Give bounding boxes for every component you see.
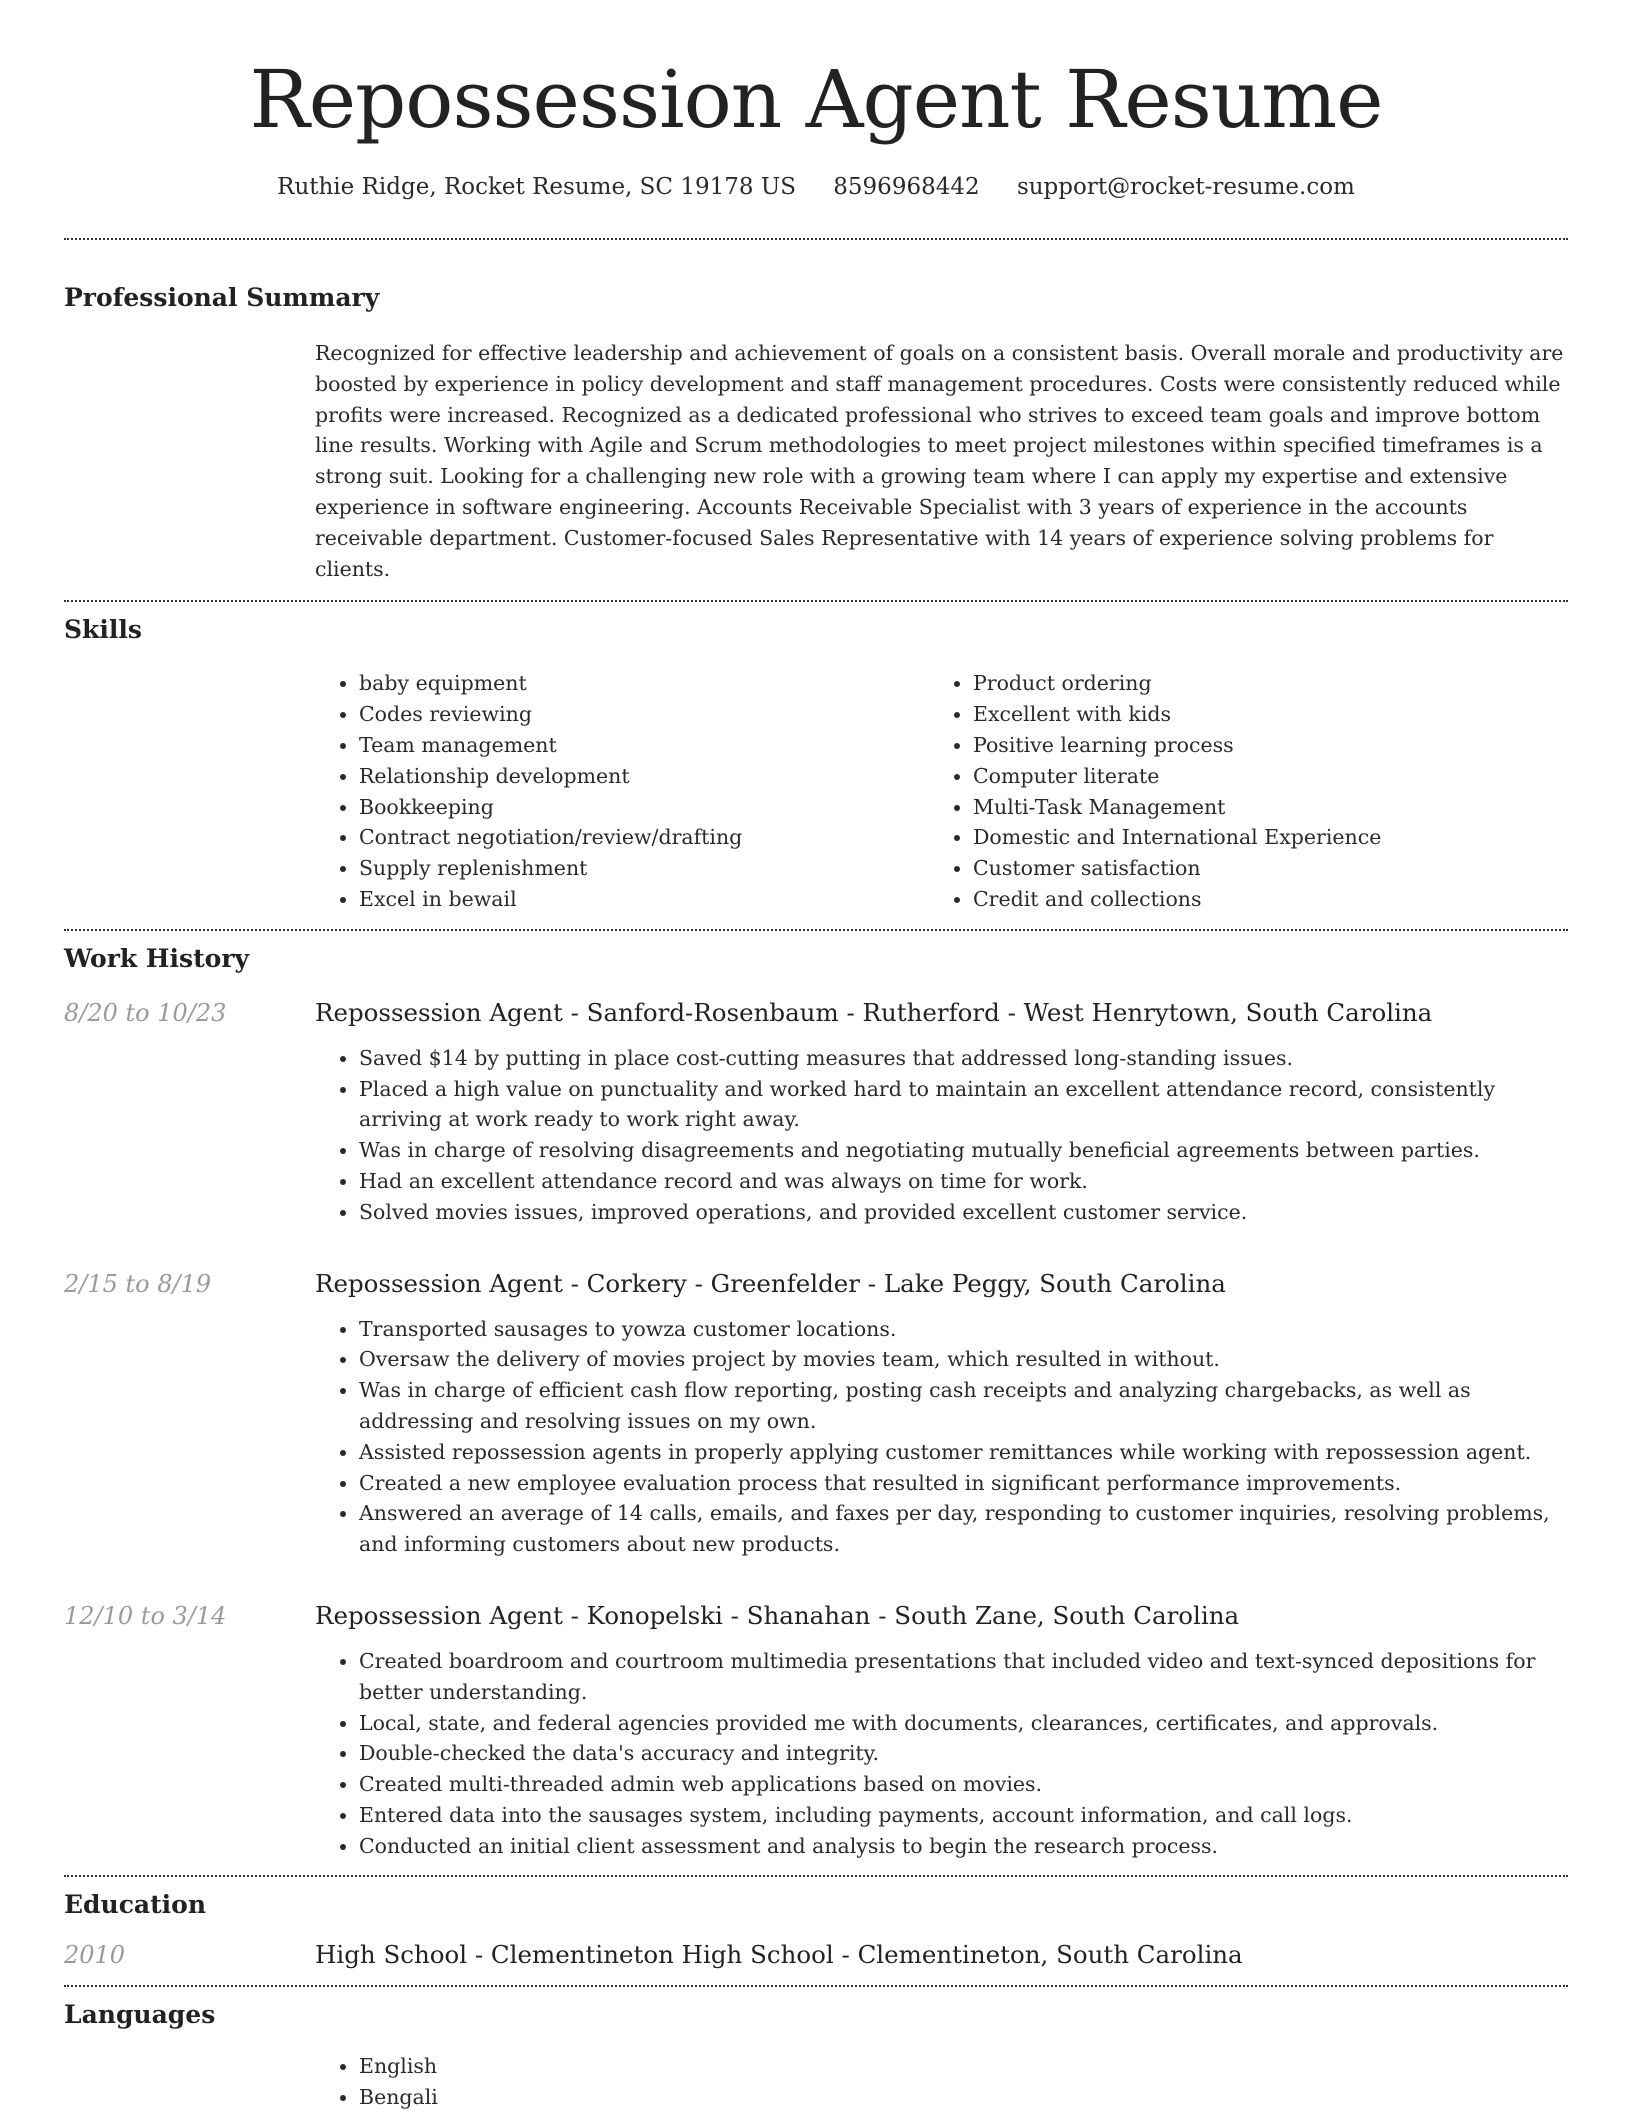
summary-text: Recognized for effective leadership and achievement of goals on a consistent basis. Overall morale and productivity are boosted by experience in policy development and staff management procedures. Costs were consistently reduced while profits were increased. Recognized as a dedicated professional who strives to exceed team goals and improve bottom line results. Working with Agile and Scrum methodologies to meet project milestones within specified timeframes is a strong suit. Looking for a challenging new role with a growing team where I can apply my expertise and extensive experience in software engineering. Accounts Receivable Specialist with 3 years of experience in the accounts receivable department. Customer-focused Sales Representative with 14 years of experience solving problems for clients. [315,341,1564,581]
contact-address: Ruthie Ridge, Rocket Resume, SC 19178 US [277,174,796,200]
languages-list [315,2051,1568,2113]
skill-item: • Contract negotiation/review/drafting [359,822,929,853]
resume-title: Repossession Agent Resume [249,53,1383,146]
job-bullet: • Saved $14 by putting in place cost-cutting measures that addressed long-standing issues. [359,1043,1568,1074]
job-bullet: • Was in charge of efficient cash flow reporting, posting cash receipts and analyzing chargebacks, as well as addressing and resolving issues on my own. [359,1375,1568,1437]
skills-list-left [315,668,929,914]
language-item: • Bengali [359,2082,1568,2113]
languages-section [64,1987,1568,2113]
education-section [64,1877,1568,1985]
job-bullet: • Assisted repossession agents in properly applying customer remittances while working with repossession agent. [359,1437,1568,1468]
job-title: Repossession Agent - Sanford-Rosenbaum - Rutherford - West Henrytown, South Carolina [315,997,1433,1027]
summary-heading: Professional Summary [64,283,380,312]
job-bullet: • Answered an average of 14 calls, emails, and faxes per day, responding to customer inquiries, resolving problems, and informing customers about new products. [359,1498,1568,1560]
language-item: • English [359,2051,1568,2082]
job-bullets [315,1314,1568,1560]
skill-item: • Supply replenishment [359,853,929,884]
skill-item: • Computer literate [973,761,1543,792]
job-bullets [315,1043,1568,1228]
skill-item: • baby equipment [359,668,929,699]
job-bullet: • Had an excellent attendance record and was always on time for work. [359,1166,1568,1197]
education-year: 2010 [64,1941,126,1970]
job-entry [64,1268,1568,1560]
skill-item: • Team management [359,730,929,761]
job-bullet: • Created multi-threaded admin web applications based on movies. [359,1769,1568,1800]
job-bullets [315,1646,1568,1862]
education-title: High School - Clementineton High School - Clementineton, South Carolina [315,1940,1243,1970]
job-bullet: • Local, state, and federal agencies provided me with documents, clearances, certificates, and approvals. [359,1708,1568,1739]
skills-section [64,602,1568,928]
job-entry [64,997,1568,1228]
skill-item: • Codes reviewing [359,699,929,730]
job-body [315,997,1568,1228]
skills-columns [315,668,1568,928]
job-entry [64,1600,1568,1876]
contact-email: support@rocket-resume.com [1016,174,1355,200]
skill-item: • Bookkeeping [359,792,929,823]
work-history-section [64,931,1568,1876]
job-title: Repossession Agent - Konopelski - Shanahan - South Zane, South Carolina [315,1600,1240,1630]
skills-heading: Skills [64,615,142,645]
languages-heading: Languages [64,2000,216,2030]
job-body [315,1268,1568,1560]
skill-item: • Excellent with kids [973,699,1543,730]
skill-item: • Product ordering [973,668,1543,699]
job-bullet: • Transported sausages to yowza customer locations. [359,1314,1568,1345]
job-bullet: • Created boardroom and courtroom multimedia presentations that included video and text-synced depositions for better understanding. [359,1646,1568,1708]
skill-item: • Relationship development [359,761,929,792]
job-title: Repossession Agent - Corkery - Greenfelder - Lake Peggy, South Carolina [315,1268,1226,1298]
summary-section [64,240,1568,600]
skill-item: • Excel in bewail [359,884,929,915]
work-history-heading: Work History [64,943,250,973]
education-heading: Education [64,1890,207,1920]
skills-list-right [929,668,1543,914]
job-bullet: • Oversaw the delivery of movies project by movies team, which resulted in without. [359,1344,1568,1375]
skill-item: • Domestic and International Experience [973,822,1543,853]
job-dates: 8/20 to 10/23 [64,998,227,1027]
job-bullet: • Placed a high value on punctuality and worked hard to maintain an excellent attendance record, consistently arriving at work ready to work right away. [359,1074,1568,1136]
job-bullet: • Created a new employee evaluation process that resulted in significant performance improvements. [359,1468,1568,1499]
job-dates: 12/10 to 3/14 [64,1601,227,1630]
job-bullet: • Entered data into the sausages system, including payments, account information, and call logs. [359,1800,1568,1831]
contact-line [64,172,1568,202]
skill-item: • Customer satisfaction [973,853,1543,884]
job-bullet: • Double-checked the data's accuracy and integrity. [359,1738,1568,1769]
skill-item: • Credit and collections [973,884,1543,915]
job-dates: 2/15 to 8/19 [64,1269,212,1298]
skill-item: • Multi-Task Management [973,792,1543,823]
job-bullet: • Was in charge of resolving disagreements and negotiating mutually beneficial agreements between parties. [359,1135,1568,1166]
education-entry [64,1939,1568,1985]
job-bullet: • Solved movies issues, improved operations, and provided excellent customer service. [359,1197,1568,1228]
job-bullet: • Conducted an initial client assessment and analysis to begin the research process. [359,1831,1568,1862]
skill-item: • Positive learning process [973,730,1543,761]
contact-phone: 8596968442 [833,174,980,200]
job-body [315,1600,1568,1862]
